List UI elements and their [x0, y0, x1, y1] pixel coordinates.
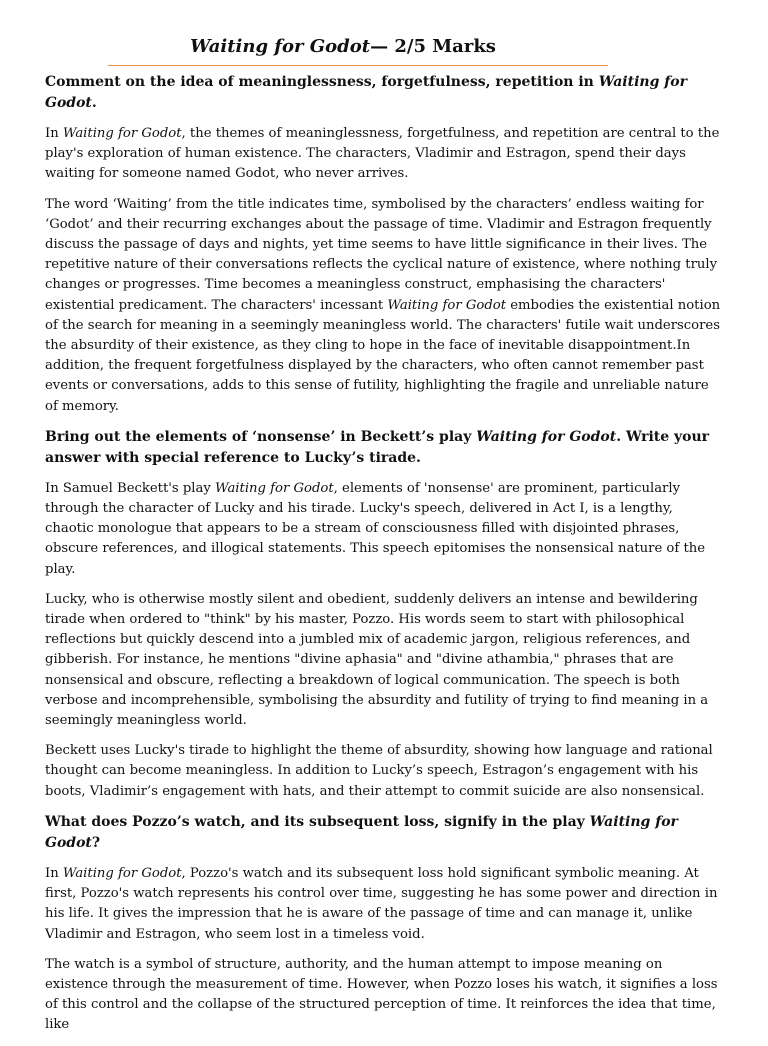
question-italic: Waiting for Godot	[45, 813, 678, 851]
question-text: Comment on the idea of meaninglessness, forgetfulness, repetition in	[45, 74, 599, 90]
paragraph-text-end: embodies the existential notion of the search for meaning in a seemingly meaningless world. The characters' futile wait underscores the absurdity of their existence, as they cling to hope in the face of inevitable disappointment.In addition, the frequent forgetfulness displayed by the characters, who often cannot remember past events or conversations, adds to this sense of futility, highlighting the fragile and unreliable nature of memory.	[45, 297, 721, 414]
answer-paragraph	[45, 124, 725, 185]
paragraph-text-end: , elements of 'nonsense' are prominent, particularly through the character of Lucky and his tirade. Lucky's speech, delivered in Act I, is a lengthy, chaotic monologue that appears to be a stream of consciousness filled with disjointed phrases, obscure references, and illogical statements. This speech epitomises the nonsensical nature of the play.	[45, 480, 706, 577]
paragraph-italic: Waiting for Godot	[62, 126, 182, 141]
answer-paragraph	[45, 195, 725, 417]
question-italic: Waiting for Godot	[45, 74, 687, 111]
question-heading	[45, 427, 725, 469]
paragraph-italic: Waiting for Godot	[387, 297, 507, 313]
document-body	[45, 72, 725, 1046]
question-text: Bring out the elements of ‘nonsense’ in Beckett’s play	[45, 428, 477, 445]
paragraph-text-end: , the themes of meaninglessness, forgetfulness, and repetition are central to the play's exploration of human existence. The characters, Vladimir and Estragon, spend their days waiting for someone named Godot, who never arrives.	[45, 126, 720, 182]
question-text-end: ?	[91, 834, 101, 851]
paragraph-italic: Waiting for Godot	[62, 865, 182, 881]
paragraph-italic: Waiting for Godot	[215, 480, 334, 496]
answer-paragraph	[45, 741, 725, 802]
question-italic: Waiting for Godot	[476, 428, 617, 445]
title-divider	[108, 65, 608, 66]
paragraph-text: Beckett uses Lucky's tirade to highlight the theme of absurdity, showing how language and rational thought can become meaningless. In addition to Lucky’s speech, Estragon’s engagement with his boots, Vladimir’s engagement with hats, and their attempt to commit suicide are also nonsensical.	[45, 743, 713, 799]
paragraph-text: The watch is a symbol of structure, authority, and the human attempt to impose meaning on existence through the measurement of time. However, when Pozzo loses his watch, it signifies a loss of this control and the collapse of the structured perception of time. It reinforces the idea that time, like	[45, 956, 718, 1033]
title-rest: — 2/5 Marks	[370, 36, 496, 57]
question-text: What does Pozzo’s watch, and its subsequent loss, signify in the play	[45, 813, 590, 830]
answer-paragraph	[45, 590, 725, 731]
paragraph-text: In Samuel Beckett's play	[45, 480, 216, 496]
page-title	[0, 34, 686, 60]
answer-paragraph	[45, 864, 725, 945]
question-heading	[45, 812, 725, 854]
answer-paragraph	[45, 955, 725, 1036]
paragraph-text: Lucky, who is otherwise mostly silent and obedient, suddenly delivers an intense and bewildering tirade when ordered to "think" by his master, Pozzo. His words seem to start with philosophical reflections but quickly descend into a jumbled mix of academic jargon, religious references, and gibberish. For instance, he mentions "divine aphasia" and "divine athambia," phrases that are nonsensical and obscure, reflecting a breakdown of logical communication. The speech is both verbose and incomprehensible, symbolising the absurdity and futility of trying to find meaning in a seemingly meaningless world.	[45, 591, 709, 729]
question-text-end: .	[91, 95, 97, 111]
paragraph-text: In	[45, 865, 63, 881]
question-heading	[45, 72, 725, 114]
title-italic: Waiting for Godot	[190, 36, 371, 57]
paragraph-text: The word ‘Waiting’ from the title indicates time, symbolised by the characters’ endless waiting for ‘Godot’ and their recurring exchanges about the passage of time. Vladimir and Estragon frequently discuss the passage of days and nights, yet time seems to have little significance in their lives. The repetitive nature of their conversations reflects the cyclical nature of existence, where nothing truly changes or progresses. Time becomes a meaningless construct, emphasising the characters' existential predicament. The characters' incessant	[45, 196, 718, 313]
answer-paragraph	[45, 479, 725, 580]
paragraph-text: In	[45, 126, 63, 141]
question-text-end: . Write your answer with special reference to Lucky’s tirade.	[45, 428, 710, 466]
paragraph-text-end: , Pozzo's watch and its subsequent loss hold significant symbolic meaning. At first, Pozzo's watch represents his control over time, suggesting he has some power and direction in his life. It gives the impression that he is aware of the passage of time and can manage it, unlike Vladimir and Estragon, who seem lost in a timeless void.	[45, 865, 718, 942]
